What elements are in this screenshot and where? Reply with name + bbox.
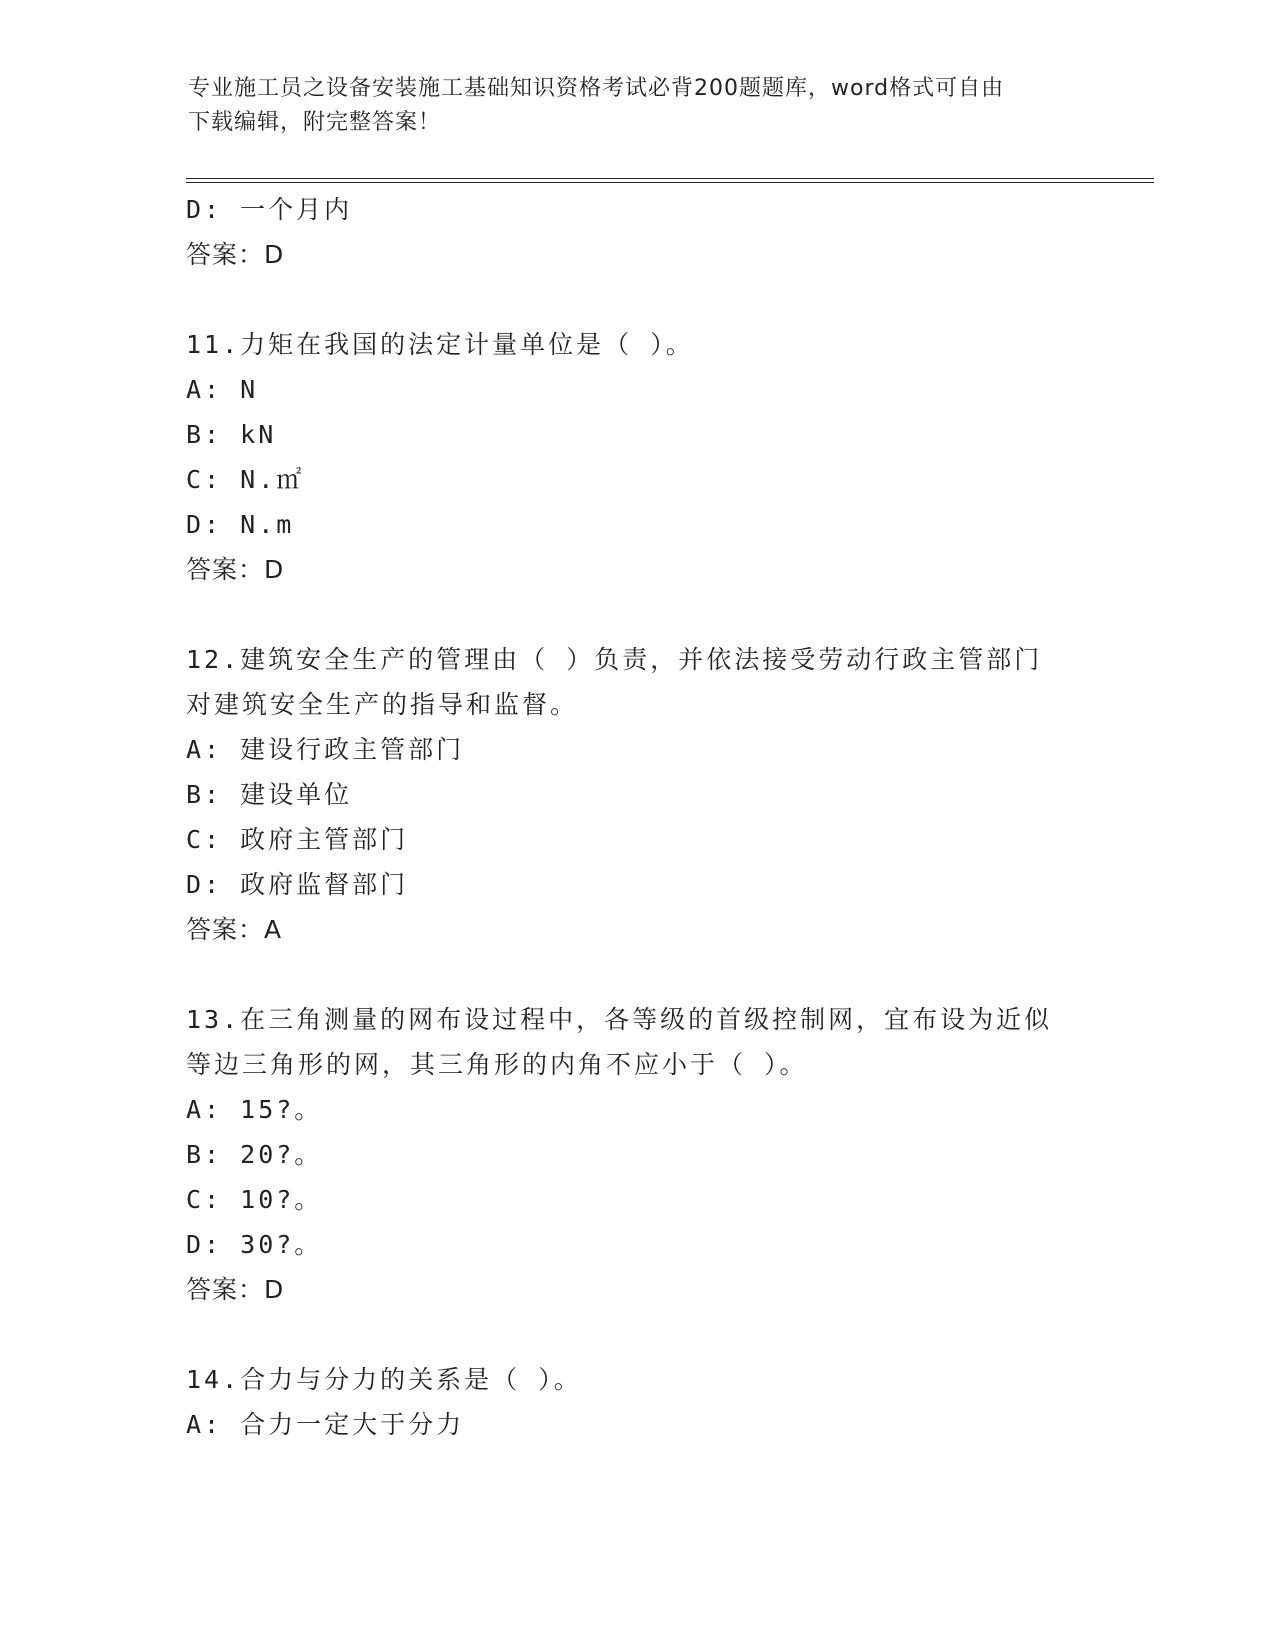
question-11-option-b: B: kN [186, 420, 277, 449]
question-13-answer: 答案：D [186, 1275, 285, 1304]
question-12-option-d: D: 政府监督部门 [186, 870, 409, 899]
question-12-stem-line-1: 12.建筑安全生产的管理由（ ）负责，并依法接受劳动行政主管部门 [186, 645, 1043, 674]
spacer [186, 592, 1154, 637]
header-title-line-2: 下载编辑，附完整答案！ [188, 110, 442, 135]
document-header [188, 72, 1088, 140]
question-12-stem-line-2: 对建筑安全生产的指导和监督。 [186, 690, 579, 719]
question-13-option-b: B: 20?。 [186, 1140, 323, 1169]
question-13-stem-line-1: 13.在三角测量的网布设过程中，各等级的首级控制网，宜布设为近似 [186, 1005, 1053, 1034]
question-13-option-d: D: 30?。 [186, 1230, 323, 1259]
question-12-stem [186, 637, 1086, 727]
question-content [186, 187, 1154, 1447]
option-d-q10: D: 一个月内 [186, 195, 353, 224]
header-divider-top [186, 178, 1154, 179]
spacer [186, 277, 1154, 322]
question-11-option-a: A: N [186, 375, 259, 404]
question-13-stem-line-2: 等边三角形的网，其三角形的内角不应小于（ ）。 [186, 1050, 808, 1079]
question-14-stem-line-1: 14.合力与分力的关系是（ ）。 [186, 1365, 582, 1394]
question-11-answer: 答案：D [186, 555, 285, 584]
question-12-answer: 答案：A [186, 915, 283, 944]
answer-q10: 答案：D [186, 240, 285, 269]
spacer [186, 1312, 1154, 1357]
question-11-option-d: D: N.m [186, 510, 295, 539]
question-11-option-c: C: N.㎡ [186, 465, 305, 494]
question-12-option-c: C: 政府主管部门 [186, 825, 409, 854]
question-13-option-c: C: 10?。 [186, 1185, 323, 1214]
question-12-option-b: B: 建设单位 [186, 780, 353, 809]
spacer [186, 952, 1154, 997]
question-11-stem-line-1: 11.力矩在我国的法定计量单位是（ ）。 [186, 330, 694, 359]
header-divider-bottom [186, 182, 1154, 183]
question-14-stem [186, 1357, 1086, 1402]
question-12-option-a: A: 建设行政主管部门 [186, 735, 465, 764]
question-11-stem [186, 322, 1086, 367]
question-13-option-a: A: 15?。 [186, 1095, 323, 1124]
header-title-line-1: 专业施工员之设备安装施工基础知识资格考试必背200题题库，word格式可自由 [188, 76, 1005, 101]
question-13-stem [186, 997, 1086, 1087]
question-14-option-a: A: 合力一定大于分力 [186, 1410, 465, 1439]
